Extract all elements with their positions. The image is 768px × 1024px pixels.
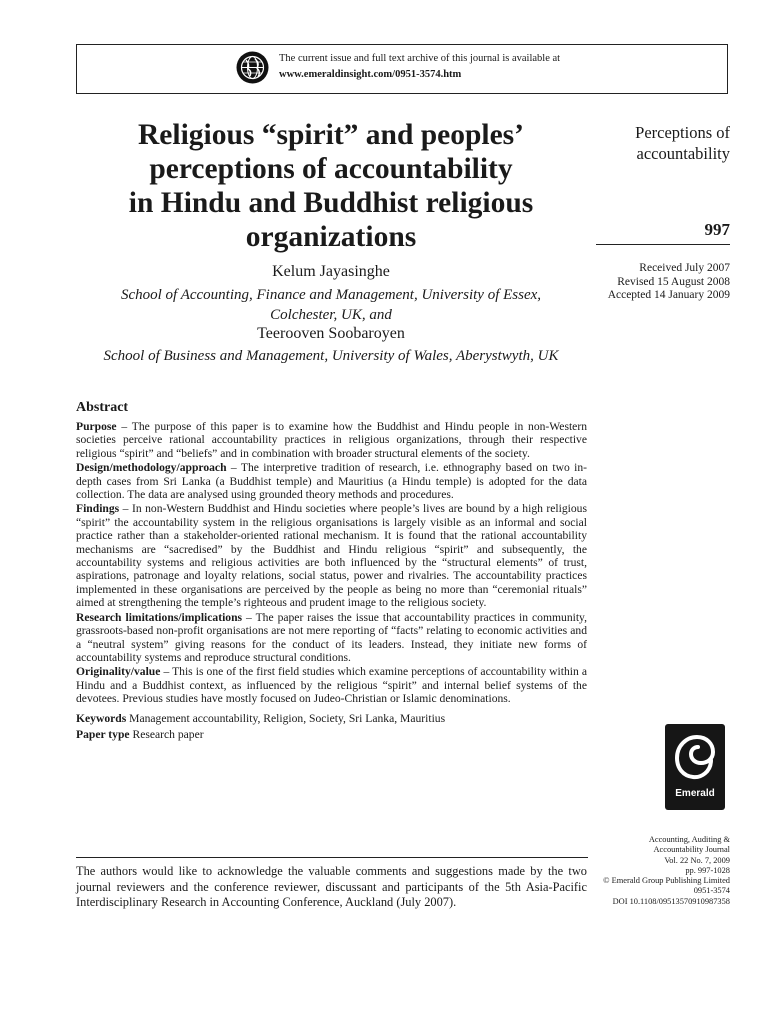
- abstract-section: Research limitations/implications – The paper raises the issue that accountability practices in community, grassroots-based non-profit organisations are not mere reporting of “facts” relating to economic activities and a “neutral system” giving reasons for the conduct of its leaders. Instead, they initiate new forms of accountability systems and reproduce structural conditions.: [76, 610, 587, 664]
- abstract-section: Purpose – The purpose of this paper is to examine how the Buddhist and Hindu people in non-Western societies perceive rational accountability practices in religious organizations, through their respective religious “spirit” and “beliefs” and in combination with broader structural elements of the society.: [76, 420, 587, 460]
- abstract-heading: Abstract: [76, 400, 129, 415]
- author-name: Kelum Jayasinghe: [272, 263, 390, 280]
- title-line: perceptions of accountability: [149, 153, 513, 185]
- globe-icon: [236, 51, 269, 84]
- author-affiliation: School of Accounting, Finance and Management, University of Essex, Colchester, UK, and: [120, 287, 542, 323]
- abstract-section: Findings – In non-Western Buddhist and Hindu societies where people’s lives are bound by a high religious “spirit” the accountability system in the religious organisations is largely visible as an informal and social practice rather than a stakeholder-oriented rational mechanism. It is found that the rational accountability mechanisms are “sacredised” by the Buddhist and Hindu religious “spirit” and subsequently, the accountability systems and religious activities are both influenced by the “structural elements” of trust, aspirations, patronage and loyalty relations, social status, power and rivalries. The accountability practices implemented in these organisations are perceived by the people as being no more than “ceremonial rituals” aimed at strengthening the temple’s righteous and prudent image to the religious society.: [76, 502, 587, 610]
- title-line: in Hindu and Buddhist religious: [128, 187, 534, 219]
- paper-title: [76, 118, 586, 254]
- access-url: www.emeraldinsight.com/0951-3574.htm: [279, 69, 462, 80]
- abstract-body: [76, 420, 587, 742]
- journal-info: Accounting, Auditing & Accountability Journal Vol. 22 No. 7, 2009 pp. 997-1028 © Emerald Group Publishing Limited 0951-3574 DOI 10.1108/09513570910987358: [603, 835, 730, 906]
- abstract-section: Design/methodology/approach – The interpretive tradition of research, i.e. ethnography based on two in-depth cases from Sri Lanka (a Buddhist temple) and Mauritius (a Hindu temple) is adopted for the data collection. The data are analysed using grounded theory methods and procedures.: [76, 461, 587, 502]
- title-line: organizations: [245, 221, 417, 253]
- access-text: The current issue and full text archive of this journal is available at: [279, 53, 561, 64]
- page-number: 997: [704, 220, 730, 239]
- title-line: Religious “spirit” and peoples’: [137, 119, 524, 151]
- paper-type: Paper type Research paper: [76, 727, 204, 741]
- acknowledgement-footnote: The authors would like to acknowledge the valuable comments and suggestions made by the two journal reviewers and the conference reviewer, discussant and participants of the 5th Asia-Pacific Interdisciplinary Research in Accounting Conference, Auckland (July 2007).: [76, 864, 587, 909]
- emerald-swirl-icon: [671, 730, 719, 782]
- footnote-rule: [76, 857, 588, 858]
- keywords: Keywords Management accountability, Religion, Society, Sri Lanka, Mauritius: [76, 711, 446, 725]
- margin-rule: [596, 244, 730, 245]
- received-dates: Received July 2007 Revised 15 August 2008 Accepted 14 January 2009: [607, 262, 730, 301]
- author-affiliation: School of Business and Management, University of Wales, Aberystwyth, UK: [103, 348, 559, 364]
- abstract-section: Originality/value – This is one of the first field studies which examine perceptions of accountability within a Hindu and a Buddhist context, as influenced by the religious “spirit” and internal belief systems of the devotees. Previous studies have mostly focused on Judeo-Christian or Islamic denominations.: [76, 665, 587, 706]
- author-name: Teerooven Soobaroyen: [257, 325, 405, 342]
- running-head: Perceptions of accountability: [635, 123, 730, 163]
- logo-wordmark: Emerald: [675, 788, 715, 799]
